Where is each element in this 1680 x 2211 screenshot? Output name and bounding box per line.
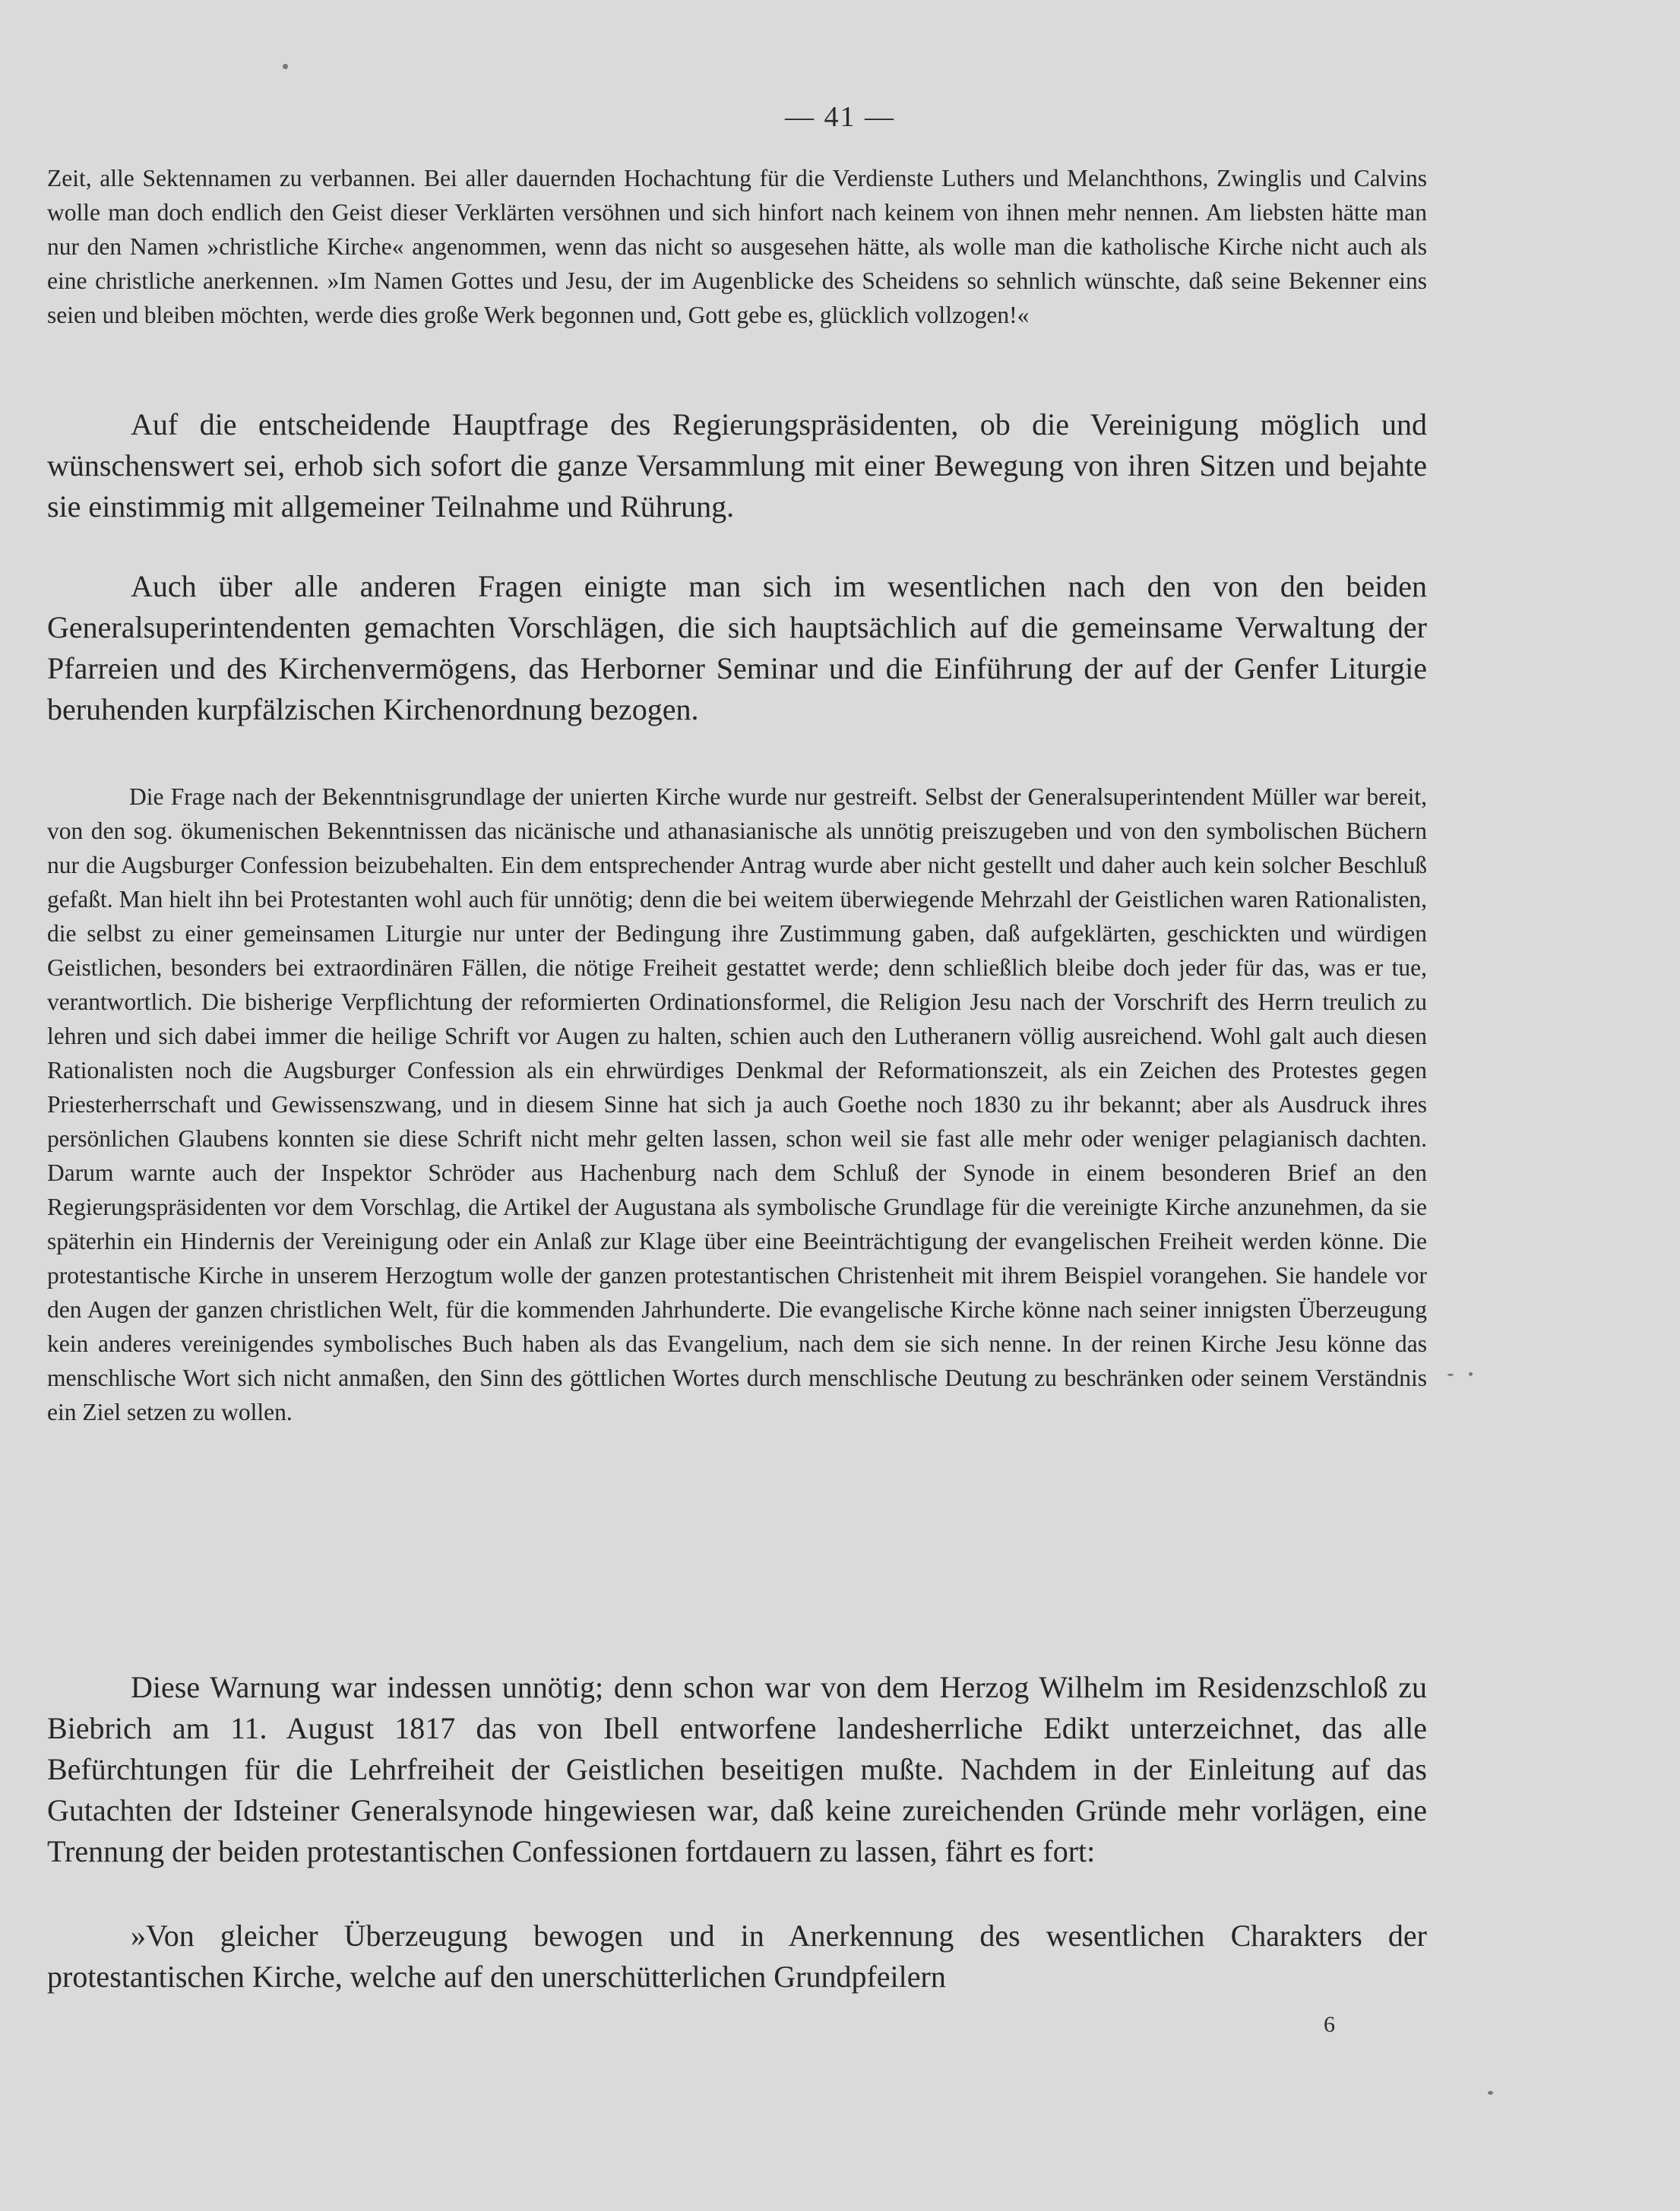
paper-speck bbox=[1469, 1372, 1473, 1376]
paragraph-1-text: Zeit, alle Sektennamen zu verbannen. Bei aller dauernden Hochachtung für die Verdienste Luthers und Melanchthons, Zwinglis und Calvins wolle man doch endlich den Geist dieser Verklärten versöhnen und sich hinfort nach keinem von ihnen mehr nennen. Am liebsten hätte man nur den Namen »christliche Kirche« angenommen, wenn das nicht so ausgesehen hätte, als wolle man die katholische Kirche nicht auch als eine christliche anerkennen. »Im Namen Gottes und Jesu, der im Augenblicke des Scheidens so sehnlich wünschte, daß seine Bekenner eins seien und bleiben möchten, werde dies große Werk begonnen und, Gott gebe es, glücklich vollzogen!« bbox=[47, 165, 1427, 328]
paragraph-4 bbox=[47, 780, 1427, 1429]
paragraph-5-text: Diese Warnung war indessen unnötig; denn schon war von dem Herzog Wilhelm im Residenzschloß zu Biebrich am 11. August 1817 das von Ibell entworfene landesherrliche Edikt unterzeichnet, das alle Befürchtungen für die Lehrfreiheit der Geistlichen beseitigen mußte. Nachdem in der Einleitung auf das Gutachten der Idsteiner Generalsynode hingewiesen war, daß keine zureichenden Gründe mehr vorlägen, eine Trennung der beiden protestantischen Confessionen fortdauern zu lassen, fährt es fort: bbox=[47, 1670, 1427, 1868]
paragraph-5 bbox=[47, 1667, 1427, 1872]
paper-speck bbox=[283, 64, 288, 69]
paragraph-2 bbox=[47, 404, 1427, 527]
signature-mark: 6 bbox=[1324, 2012, 1335, 2037]
paragraph-4-text: Die Frage nach der Bekenntnisgrundlage der unierten Kirche wurde nur gestreift. Selbst der Generalsuperintendent Müller war bereit, von den sog. ökumenischen Bekenntnissen das nicänische und athanasianische als unnötig preiszugeben und von den symbolischen Büchern nur die Augsburger Confession beizubehalten. Ein dem entsprechender Antrag wurde aber nicht gestellt und daher auch kein solcher Beschluß gefaßt. Man hielt ihn bei Protestanten wohl auch für unnötig; denn die bei weitem überwiegende Mehrzahl der Geistlichen waren Rationalisten, die selbst zu einer gemeinsamen Liturgie nur unter der Bedingung ihre Zustimmung gaben, daß aufgeklärten, geschickten und würdigen Geistlichen, besonders bei extraordinären Fällen, die nötige Freiheit gestattet werde; denn schließlich bleibe doch jeder für das, was er tue, verantwortlich. Die bisherige Verpflichtung der reformierten Ordinationsformel, die Religion Jesu nach der Vorschrift des Herrn treulich zu lehren und sich dabei immer die heilige Schrift vor Augen zu halten, schien auch den Lutheranern völlig ausreichend. Wohl galt auch diesen Rationalisten noch die Augsburger Confession als ein ehrwürdiges Denkmal der Reformationszeit, als ein Zeichen des Protestes gegen Priesterherrschaft und Gewissenszwang, und in diesem Sinne hat sich ja auch Goethe noch 1830 zu ihr bekannt; aber als Ausdruck ihres persönlichen Glaubens konnten sie diese Schrift nicht mehr gelten lassen, schon weil sie fast alle mehr oder weniger pelagianisch dachten. Darum warnte auch der Inspektor Schröder aus Hachenburg nach dem Schluß der Synode in einem besonderen Brief an den Regierungspräsidenten vor dem Vorschlag, die Artikel der Augustana als symbolische Grundlage für die vereinigte Kirche anzunehmen, da sie späterhin ein Hindernis der Vereinigung oder ein Anlaß zur Klage über eine Beeinträchtigung der evangelischen Freiheit werden könne. Die protestantische Kirche in unserem Herzogtum wolle der ganzen protestantischen Christenheit mit ihrem Beispiel vorangehen. Sie handele vor den Augen der ganzen christlichen Welt, für die kommenden Jahrhunderte. Die evangelische Kirche könne nach seiner innigsten Überzeugung kein anderes vereinigendes symbolisches Buch haben als das Evangelium, nach dem sie sich nenne. In der reinen Kirche Jesu könne das menschlische Wort sich nicht anmaßen, den Sinn des göttlichen Wortes durch menschlische Deutung zu beschränken oder seinem Verständnis ein Ziel setzen zu wollen. bbox=[47, 783, 1427, 1425]
paragraph-2-text: Auf die entscheidende Hauptfrage des Regierungspräsidenten, ob die Vereinigung möglich und wünschenswert sei, erhob sich sofort die ganze Versammlung mit einer Bewegung von ihren Sitzen und bejahte sie einstimmig mit allgemeiner Teilnahme und Rührung. bbox=[47, 407, 1427, 523]
paper-speck bbox=[1447, 1374, 1454, 1376]
paragraph-3-text: Auch über alle anderen Fragen einigte man sich im wesentlichen nach den von den beiden Generalsuperintendenten gemachten Vorschlägen, die sich hauptsächlich auf die gemeinsame Verwaltung der Pfarreien und des Kirchenvermögens, das Herborner Seminar und die Einführung der auf der Genfer Liturgie beruhenden kurpfälzischen Kirchenordnung bezogen. bbox=[47, 569, 1427, 726]
paper-speck bbox=[1488, 2091, 1493, 2095]
paragraph-6-text: »Von gleicher Überzeugung bewogen und in Anerkennung des wesentlichen Charakters der protestantischen Kirche, welche auf den unerschütterlichen Grundpfeilern bbox=[47, 1918, 1427, 1994]
page-number: — 41 — bbox=[785, 101, 895, 133]
paragraph-3 bbox=[47, 566, 1427, 730]
paragraph-6 bbox=[47, 1915, 1427, 1997]
paragraph-1 bbox=[47, 161, 1427, 332]
